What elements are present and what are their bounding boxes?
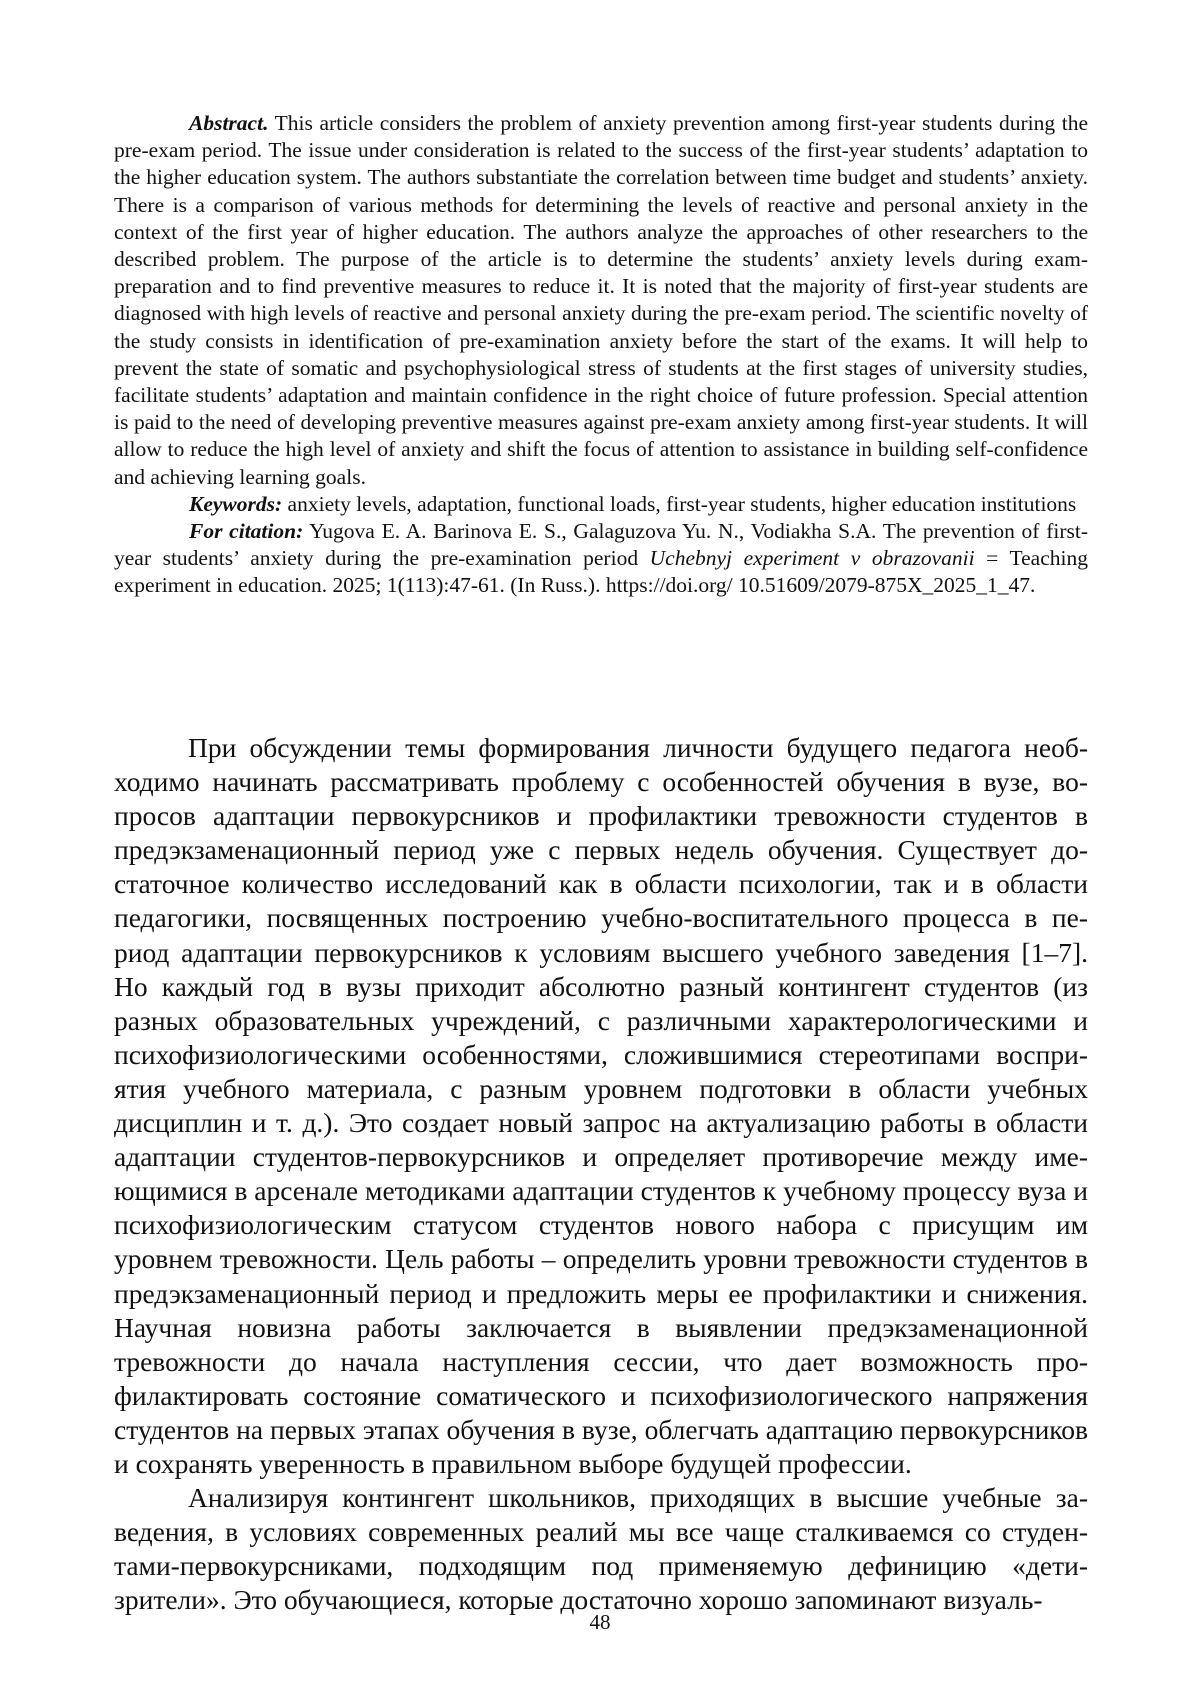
citation-text-end: = Teaching experiment in education. 2025; 1(113):47-61. (In Russ.). https://doi.org/ 10.51609/2079-875X_2025_1_47. (114, 546, 1088, 598)
keywords-label: Keywords: (189, 491, 283, 516)
citation-text: Yugova E. A. Barinova E. S., Galaguzova Yu. N., Vodiakha S.A. The prevention of first-year students’ anxiety during the pre-examination period (114, 519, 1088, 571)
abstract-section (114, 110, 1088, 600)
body-paragraph: Анализируя контингент школьников, приходящих в высшие учебные заведения, в условиях современных реалий мы все чаще сталкиваемся со студентами-первокурсниками, подходящим под применяемую дефиницию «дети-зрители». Это обучающиеся, которые достаточно хорошо запоминают визуаль- (114, 1482, 1088, 1616)
abstract-paragraph (114, 110, 1088, 491)
page-number: 48 (589, 1610, 611, 1634)
body-paragraph: При обсуждении темы формирования личности будущего педагога необходимо начинать рассматривать проблему с особенностей обучения в вузе, вопросов адаптации первокурсников и профилактики тревожности студентов в предэкзаменационный период уже с первых недель обучения. Существует достаточное количество исследований как в области психологии, так и в области педагогики, посвященных построению учебно-воспитательного процесса в период адаптации первокурсников к условиям высшего учебного заведения [1–7]. Но каждый год в вузы приходит абсолютно разный контингент студентов (из разных образовательных учреждений, с различными характерологическими и психофизиологическими особенностями, сложившимися стереотипами восприятия учебного материала, с разным уровнем подготовки в области учебных дисциплин и т. д.). Это создает новый запрос на актуализацию работы в области адаптации студентов-первокурсников и определяет противоречие между имеющимися в арсенале методиками адаптации студентов к учебному процессу вуза и психофизиологическим статусом студентов нового набора с присущим им уровнем тревожности. Цель работы – определить уровни тревожности студентов в предэкзаменационный период и предложить меры ее профилактики и снижения. Научная новизна работы заключается в выявлении предэкзаменационной тревожности до начала наступления сессии, что дает возможность профилактировать состояние соматического и психофизиологического напряжения студентов на первых этапах обучения в вузе, облегчать адаптацию первокурсников и сохранять уверенность в правильном выборе будущей профессии. (114, 732, 1088, 1479)
keywords-paragraph (114, 491, 1088, 518)
abstract-label: Abstract. (189, 111, 269, 135)
keywords-text: anxiety levels, adaptation, functional loads, first-year students, higher education institutions (282, 491, 1077, 516)
citation-paragraph (114, 518, 1088, 600)
citation-label: For citation: (189, 519, 304, 544)
citation-journal-title: Uchebnyj experiment v obrazovanii (649, 546, 975, 571)
main-text-section (114, 731, 1088, 1617)
abstract-text: This article considers the problem of anxiety prevention among first-year students during the pre-exam period. The issue under consideration is related to the success of the first-year students’ adaptation to the higher education system. The authors substantiate the correlation between time budget and students’ anxiety. There is a comparison of various methods for determining the levels of reactive and personal anxiety in the context of the first year of higher education. The authors analyze the approaches of other researchers to the described problem. The purpose of the article is to determine the students’ anxiety levels during exam-preparation and to find preventive measures to reduce it. It is noted that the majority of first-year students are diagnosed with high levels of reactive and personal anxiety during the pre-exam period. The scientific novelty of the study consists in identification of pre-examination anxiety before the start of the exams. It will help to prevent the state of somatic and psychophysiological stress of students at the first stages of university studies, facilitate students’ adaptation and maintain confidence in the right choice of future profession. Special attention is paid to the need of developing preventive measures against pre-exam anxiety among first-year students. It will allow to reduce the high level of anxiety and shift the focus of attention to assistance in building self-confidence and achieving learning goals. (114, 111, 1088, 489)
